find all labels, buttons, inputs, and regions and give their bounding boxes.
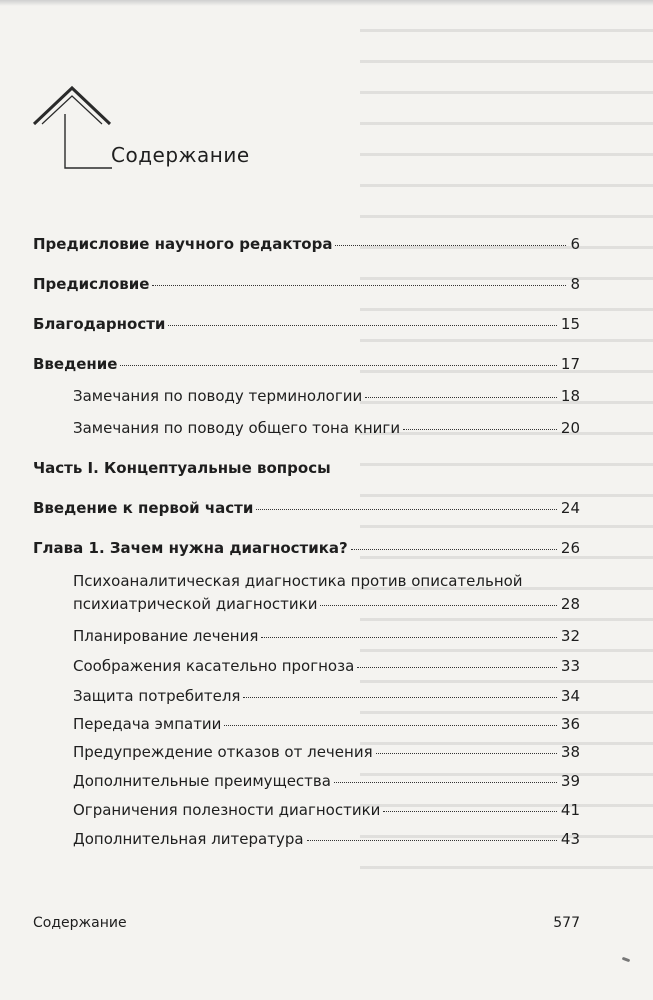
dot-leader (357, 667, 557, 668)
toc-entry-title: Предисловие научного редактора (33, 235, 333, 253)
toc-entry-title: Предисловие (33, 275, 150, 293)
toc-entry-page: 8 (570, 275, 580, 293)
toc-entry[interactable] (73, 829, 580, 851)
dot-leader (403, 429, 557, 430)
toc-entry-page: 33 (560, 657, 580, 675)
toc-entry-page: 32 (560, 627, 580, 645)
toc-entry-page: 17 (560, 355, 580, 373)
toc-entry[interactable] (33, 274, 580, 296)
toc-entry[interactable] (33, 354, 580, 376)
toc-entry-title: Ограничения полезности диагностики (73, 801, 381, 819)
dot-leader (383, 811, 557, 812)
running-footer: Содержание (33, 915, 127, 931)
page-number: 577 (553, 915, 580, 931)
toc-entry-title: Глава 1. Зачем нужна диагностика? (33, 539, 348, 557)
toc-entry-title: Защита потребителя (73, 687, 241, 705)
toc-entry[interactable] (73, 626, 580, 648)
toc-entry-title: Соображения касательно прогноза (73, 657, 355, 675)
dot-leader (152, 285, 566, 286)
toc-entry-page: 6 (570, 235, 580, 253)
dot-leader (243, 697, 556, 698)
contents-ornament-icon (32, 82, 112, 172)
toc-entry-page: 24 (560, 499, 580, 517)
toc-entry-page: 26 (560, 539, 580, 557)
toc-entry[interactable] (73, 418, 580, 440)
dot-leader (320, 605, 556, 606)
toc-entry[interactable] (33, 498, 580, 520)
toc-entry[interactable] (73, 800, 580, 822)
page-title: Содержание (111, 143, 250, 167)
toc-entry-title: Введение (33, 355, 118, 373)
toc-entry-title: Замечания по поводу общего тона книги (73, 419, 401, 437)
toc-entry-page: 20 (560, 419, 580, 437)
toc-entry-title: Замечания по поводу терминологии (73, 387, 363, 405)
toc-entry-page: 28 (560, 595, 580, 613)
toc-entry-title: Дополнительные преимущества (73, 772, 331, 790)
toc-entry[interactable] (73, 714, 580, 736)
toc-entry-page: 34 (560, 687, 580, 705)
toc-entry-title: Благодарности (33, 315, 166, 333)
toc-entry[interactable] (33, 314, 580, 336)
paper-speck (622, 957, 631, 963)
toc-entry[interactable] (73, 771, 580, 793)
toc-entry-page: 39 (560, 772, 580, 790)
toc-entry[interactable] (33, 234, 580, 256)
dot-leader (168, 325, 556, 326)
toc-entry[interactable] (33, 538, 580, 560)
dot-leader (334, 782, 557, 783)
toc-entry-title: Дополнительная литература (73, 830, 304, 848)
toc-entry-title: Психоаналитическая диагностика против описательной (73, 572, 523, 590)
part-heading: Часть I. Концептуальные вопросы (33, 459, 331, 477)
toc-entry[interactable] (73, 386, 580, 408)
toc-entry-page: 36 (560, 715, 580, 733)
toc-entry[interactable] (73, 686, 580, 708)
toc-entry-title: Предупреждение отказов от лечения (73, 743, 373, 761)
toc-entry[interactable] (73, 742, 580, 764)
toc-entry[interactable] (73, 656, 580, 678)
dot-leader (224, 725, 556, 726)
toc-entry[interactable] (73, 570, 580, 616)
toc-entry-title-continued: психиатрической диагностики (73, 595, 318, 613)
dot-leader (376, 753, 557, 754)
toc-entry-page: 41 (560, 801, 580, 819)
dot-leader (261, 637, 557, 638)
toc-entry-title: Передача эмпатии (73, 715, 222, 733)
toc-entry-page: 15 (560, 315, 580, 333)
dot-leader (351, 549, 557, 550)
dot-leader (365, 397, 557, 398)
dot-leader (120, 365, 556, 366)
toc-entry-title: Введение к первой части (33, 499, 254, 517)
dot-leader (335, 245, 566, 246)
toc-entry-page: 38 (560, 743, 580, 761)
toc-entry-page: 43 (560, 830, 580, 848)
toc-entry-page: 18 (560, 387, 580, 405)
dot-leader (307, 840, 557, 841)
toc-entry-title: Планирование лечения (73, 627, 259, 645)
dot-leader (256, 509, 557, 510)
